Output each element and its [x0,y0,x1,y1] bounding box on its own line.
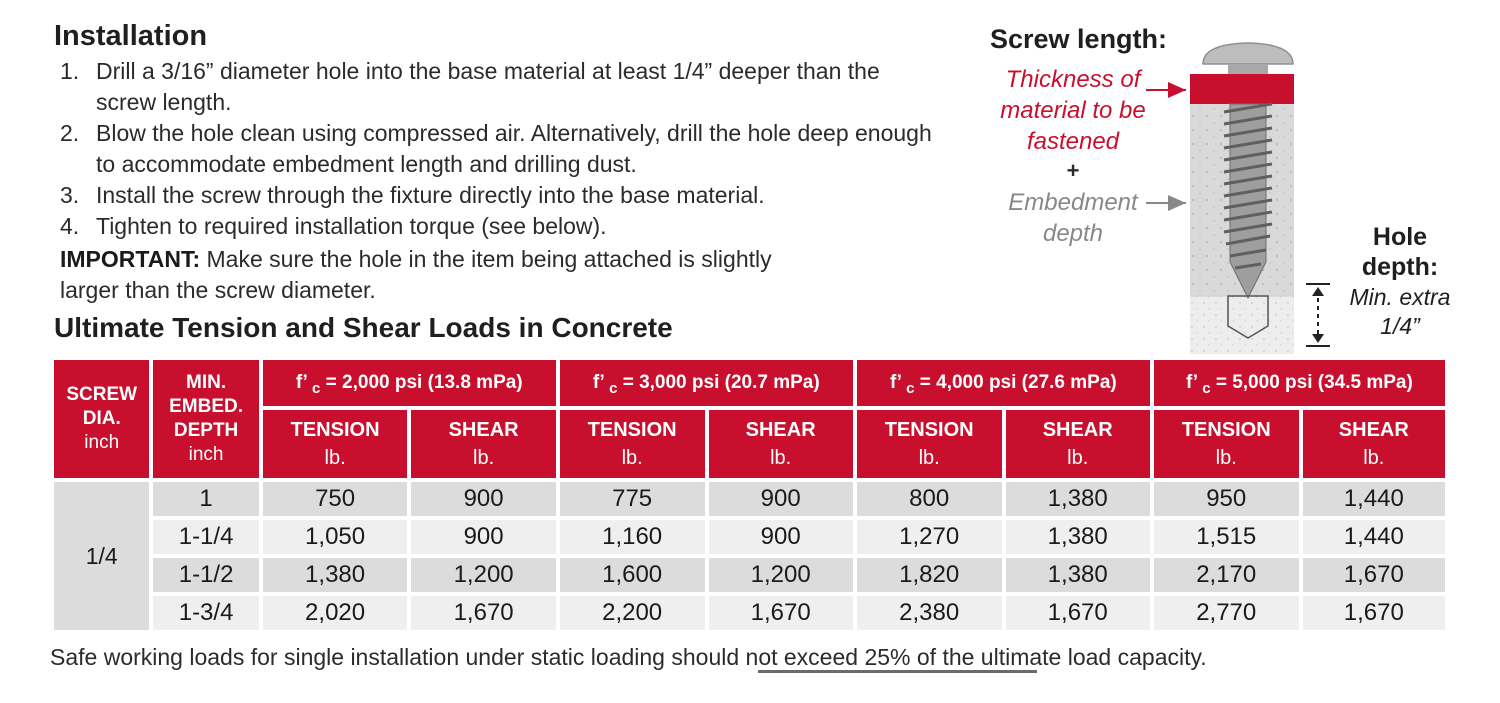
depth-cell: 1-1/2 [153,558,258,592]
important-text: Make sure the hole in the item being attached is slightly larger than the screw diameter. [60,246,772,303]
step-number: 3. [60,182,80,208]
footnote-emphasis: should not exceed 25% [671,644,911,670]
step-number: 1. [60,58,80,84]
header-screw-dia: SCREW DIA. inch [54,360,149,478]
embedment-label: Embedment depth [1008,189,1138,247]
value-cell: 2,020 [263,596,408,630]
step-text: Drill a 3/16” diameter hole into the base material at least 1/4” deeper than the screw length. [96,58,880,115]
table-row [54,482,1445,516]
value-cell: 1,380 [1006,558,1150,592]
value-cell: 1,440 [1303,482,1445,516]
loads-table [50,356,1449,634]
header-condition-3000: f’ $_c$ = 3,000 psi (20.7 mPa) [560,360,853,406]
value-cell: 2,200 [560,596,705,630]
hole-depth-sub: Min. extra 1/4” [1349,284,1451,339]
important-label: IMPORTANT: [60,246,201,272]
value-cell: 900 [709,482,853,516]
header-min-embed-depth: MIN. EMBED. DEPTH inch [153,360,258,478]
step-text: Tighten to required installation torque (see below). [96,213,607,239]
depth-cell: 1 [153,482,258,516]
depth-cell: 1-3/4 [153,596,258,630]
fastened-material [1190,74,1294,104]
value-cell: 750 [263,482,408,516]
header-condition-2000: f’ $_c$ = 2,000 psi (13.8 mPa) [263,360,556,406]
value-cell: 775 [560,482,705,516]
value-cell: 1,440 [1303,520,1445,554]
value-cell: 1,050 [263,520,408,554]
value-cell: 1,670 [1303,558,1445,592]
value-cell: 1,200 [411,558,555,592]
value-cell: 1,515 [1154,520,1299,554]
emphasis-underline [758,670,1037,673]
step-number: 2. [60,120,80,146]
header-tension: TENSION lb. [560,410,705,478]
step-text: Blow the hole clean using compressed air. Alternatively, drill the hole deep enough to accommodate embedment length and drilling dust. [96,120,932,177]
header-condition-5000: f’ $_c$ = 5,000 psi (34.5 mPa) [1154,360,1445,406]
table-row [54,558,1445,592]
value-cell: 2,380 [857,596,1002,630]
header-tension: TENSION lb. [1154,410,1299,478]
header-tension: TENSION lb. [857,410,1002,478]
value-cell: 1,160 [560,520,705,554]
table-row [54,520,1445,554]
value-cell: 800 [857,482,1002,516]
value-cell: 2,170 [1154,558,1299,592]
installation-heading: Installation [54,20,208,52]
hole-depth-label: Hole depth: [1361,223,1439,281]
value-cell: 900 [411,520,555,554]
header-condition-4000: f’ $_c$ = 4,000 psi (27.6 mPa) [857,360,1150,406]
value-cell: 1,380 [1006,520,1150,554]
footnote: Safe working loads for single installation under static loading should not exceed 25% of the ultimate load capacity. [50,644,1207,670]
screw-dia-cell: 1/4 [54,482,149,630]
value-cell: 1,380 [263,558,408,592]
thickness-label: Thickness of material to be fastened [1000,66,1146,155]
value-cell: 950 [1154,482,1299,516]
value-cell: 1,670 [709,596,853,630]
value-cell: 1,600 [560,558,705,592]
header-tension: TENSION lb. [263,410,408,478]
value-cell: 1,670 [1303,596,1445,630]
step-number: 4. [60,213,80,239]
step-text: Install the screw through the fixture directly into the base material. [96,182,765,208]
screw-length-heading: Screw length: [990,24,1168,54]
loads-table-heading: Ultimate Tension and Shear Loads in Concrete [54,312,673,343]
value-cell: 1,820 [857,558,1002,592]
value-cell: 1,670 [1006,596,1150,630]
hole-depth-dimension [1306,284,1330,346]
value-cell: 900 [709,520,853,554]
header-shear: SHEAR lb. [1303,410,1445,478]
header-shear: SHEAR lb. [411,410,555,478]
value-cell: 1,380 [1006,482,1150,516]
value-cell: 900 [411,482,555,516]
value-cell: 1,270 [857,520,1002,554]
table-row [54,596,1445,630]
value-cell: 2,770 [1154,596,1299,630]
header-shear: SHEAR lb. [709,410,853,478]
depth-cell: 1-1/4 [153,520,258,554]
header-shear: SHEAR lb. [1006,410,1150,478]
value-cell: 1,670 [411,596,555,630]
plus-sign: + [1066,158,1080,183]
value-cell: 1,200 [709,558,853,592]
